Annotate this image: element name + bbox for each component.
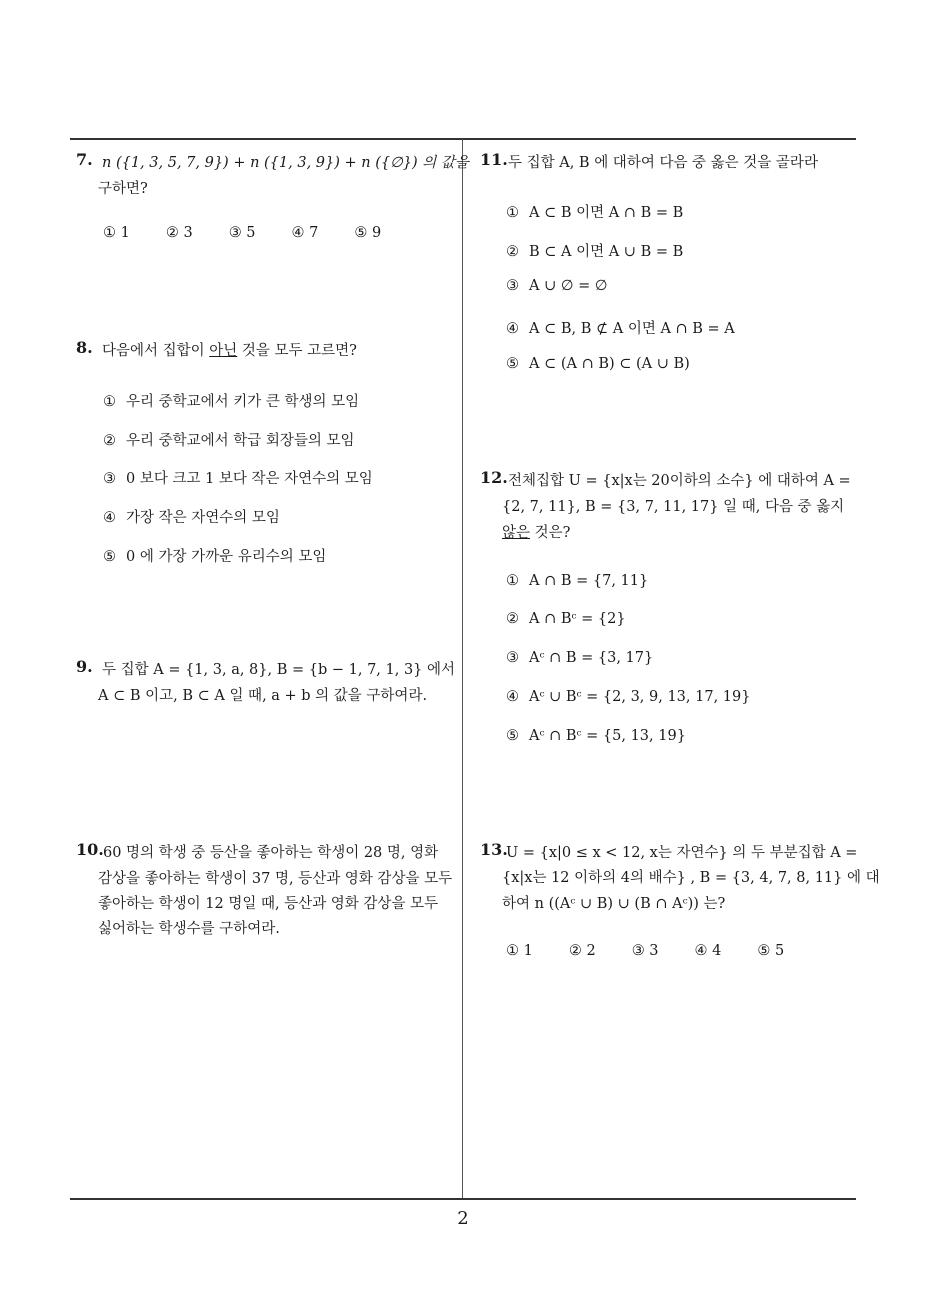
underlined-word: 않은	[502, 525, 531, 541]
question-text: 하여 n ((Aᶜ ∪ B) ∪ (B ∩ Aᶜ)) 는?	[502, 896, 726, 912]
question-text	[102, 339, 357, 360]
choice-item[interactable]	[506, 317, 735, 338]
choice-item[interactable]	[103, 506, 280, 527]
question-text: 전체집합 U = {x|x는 20이하의 소수} 에 대하여 A =	[508, 473, 851, 489]
question-text: A ⊂ B 이고, B ⊂ A 일 때, a + b 의 값을 구하여라.	[98, 688, 428, 704]
question-text: 구하면?	[98, 181, 148, 197]
question-number: 7.	[76, 150, 93, 169]
choice-text: Aᶜ ∩ B = {3, 17}	[529, 650, 654, 666]
option[interactable]: ⑤ 9	[354, 225, 382, 241]
option[interactable]: ④ 4	[694, 943, 722, 959]
question-text: 60 명의 학생 중 등산을 좋아하는 학생이 28 명, 영화	[103, 845, 439, 861]
choice-item[interactable]	[506, 689, 750, 705]
column-divider	[462, 139, 463, 1199]
question-text: n ({1, 3, 5, 7, 9}) + n ({1, 3, 9}) + n ({∅}) 의 값을	[102, 155, 469, 171]
choice-text: Aᶜ ∩ Bᶜ = {5, 13, 19}	[529, 728, 686, 744]
choice-mark: ④	[103, 510, 116, 526]
choice-text: A ⊂ (A ∩ B) ⊂ (A ∪ B)	[529, 356, 690, 372]
choice-mark: ②	[506, 611, 519, 627]
choice-text: 우리 중학교에서 학급 회장들의 모임	[126, 433, 355, 449]
question-number: 9.	[76, 657, 93, 676]
question-number: 11.	[480, 150, 508, 169]
choice-mark: ⑤	[506, 356, 519, 372]
choice-text: A ⊂ B 이면 A ∩ B = B	[529, 205, 684, 221]
choice-mark: ④	[506, 321, 519, 337]
choice-text: A ∩ Bᶜ = {2}	[529, 611, 626, 627]
choice-mark: ③	[103, 471, 116, 487]
option[interactable]: ② 2	[568, 943, 596, 959]
choice-item[interactable]	[506, 278, 607, 294]
choice-text: 가장 작은 자연수의 모임	[126, 510, 280, 526]
question-text: 감상을 좋아하는 학생이 37 명, 등산과 영화 감상을 모두	[98, 871, 453, 887]
question-text: {2, 7, 11}, B = {3, 7, 11, 17} 일 때, 다음 중 옳지	[502, 499, 845, 515]
choice-text: A ⊂ B, B ⊄ A 이면 A ∩ B = A	[529, 321, 735, 337]
choice-mark: ①	[103, 394, 116, 410]
bottom-rule	[70, 1198, 856, 1200]
choice-text: A ∩ B = {7, 11}	[529, 573, 649, 589]
choice-mark: ①	[506, 205, 519, 221]
question-text: 좋아하는 학생이 12 명일 때, 등산과 영화 감상을 모두	[98, 896, 439, 912]
choice-item[interactable]	[506, 573, 648, 589]
option[interactable]: ② 3	[165, 225, 193, 241]
text-part: 것은?	[530, 525, 571, 541]
choice-item[interactable]	[506, 356, 690, 372]
choice-item[interactable]	[506, 650, 653, 666]
choice-mark: ②	[506, 244, 519, 260]
question-text: {x|x는 12 이하의 4의 배수} , B = {3, 4, 7, 8, 11} 에 대	[502, 870, 880, 886]
choice-mark: ①	[506, 573, 519, 589]
choice-text: 우리 중학교에서 키가 큰 학생의 모임	[126, 394, 360, 410]
question-number: 13.	[480, 840, 508, 859]
question-text: U = {x|0 ≤ x < 12, x는 자연수} 의 두 부분집합 A =	[506, 845, 858, 861]
question-text: 두 집합 A, B 에 대하여 다음 중 옳은 것을 골라라	[508, 155, 818, 171]
option[interactable]: ⑤ 5	[757, 943, 785, 959]
answer-options	[103, 225, 417, 241]
choice-text: A ∪ ∅ = ∅	[529, 278, 608, 294]
text-part: 다음에서 집합이	[102, 343, 210, 359]
choice-mark: ②	[103, 433, 116, 449]
answer-options	[506, 943, 820, 959]
option[interactable]: ① 1	[103, 225, 130, 241]
option[interactable]: ④ 7	[291, 225, 319, 241]
choice-item[interactable]	[506, 240, 683, 261]
choice-mark: ③	[506, 278, 519, 294]
choice-item[interactable]	[506, 728, 686, 744]
choice-item[interactable]	[103, 390, 359, 411]
option[interactable]: ① 1	[506, 943, 533, 959]
choice-item[interactable]	[103, 467, 373, 488]
choice-mark: ⑤	[506, 728, 519, 744]
underlined-word: 아닌	[209, 343, 238, 359]
question-text	[502, 521, 570, 542]
choice-item[interactable]	[103, 429, 355, 450]
option[interactable]: ③ 5	[228, 225, 256, 241]
page-number: 2	[457, 1208, 469, 1229]
text-part: 것을 모두 고르면?	[237, 343, 357, 359]
option[interactable]: ③ 3	[631, 943, 659, 959]
choice-mark: ⑤	[103, 549, 116, 565]
choice-text: 0 에 가장 가까운 유리수의 모임	[126, 549, 327, 565]
choice-text: Aᶜ ∪ Bᶜ = {2, 3, 9, 13, 17, 19}	[529, 689, 751, 705]
choice-text: B ⊂ A 이면 A ∪ B = B	[529, 244, 684, 260]
question-number: 10.	[76, 840, 104, 859]
question-number: 12.	[480, 468, 508, 487]
choice-mark: ④	[506, 689, 519, 705]
choice-text: 0 보다 크고 1 보다 작은 자연수의 모임	[126, 471, 373, 487]
choice-mark: ③	[506, 650, 519, 666]
question-text: 싫어하는 학생수를 구하여라.	[98, 921, 280, 937]
choice-item[interactable]	[103, 545, 326, 566]
question-text: 두 집합 A = {1, 3, a, 8}, B = {b − 1, 7, 1, 3} 에서	[102, 662, 456, 678]
choice-item[interactable]	[506, 201, 683, 222]
choice-item[interactable]	[506, 611, 626, 627]
question-number: 8.	[76, 338, 93, 357]
